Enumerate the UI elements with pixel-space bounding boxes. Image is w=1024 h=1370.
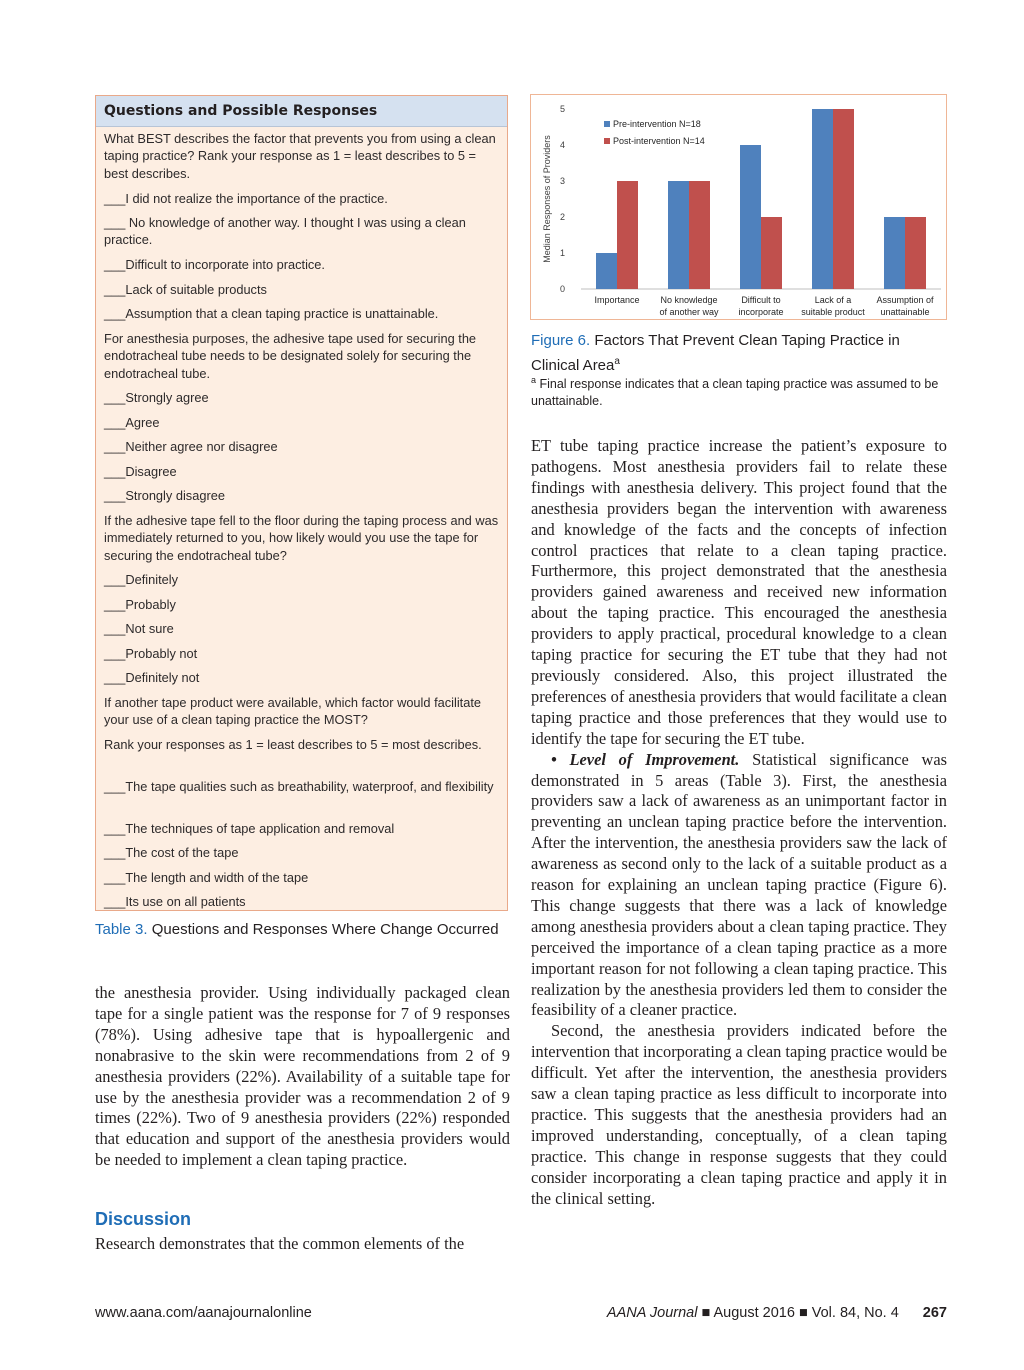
table-header: Questions and Possible Responses (96, 96, 507, 127)
right-paragraph-2-text: Statistical significance was demonstrated in 5 areas (Table 3). First, the anesthesia providers saw a lack of awareness as an unimportant factor in preventing an unclean taping practice before the intervention. After the intervention, the anesthesia providers saw the lack of awareness as second only to the lack of a suitable product as a reason for explaining an unclean taping practice (Figure 6). This change suggests that there was a lack of knowledge among anesthesia providers about a clean taping practice. They perceived the importance of a clean taping practice as a more important reason for not following a clean taping practice. This realization by the anesthesia providers led them to consider the feasibility of a cleaner practice. (531, 749, 947, 1020)
q1-item-4: ___Lack of suitable products (104, 282, 267, 297)
q4-item-3: ___The cost of the tape (104, 845, 239, 860)
bar-post-3 (761, 217, 782, 289)
x-tick-label: incorporate (738, 307, 784, 317)
figure-caption-sup: a (614, 356, 620, 367)
q2-item-4: ___Disagree (104, 464, 177, 479)
right-column-text (531, 436, 947, 1210)
q4-item-1: ___The tape qualities such as breathability, waterproof, and flexibility (104, 779, 494, 794)
right-paragraph-1: ET tube taping practice increase the patient’s exposure to pathogens. Most anesthesia providers fail to relate these findings with anesthesia delivery. This project found that the anesthesia providers began the intervention with awareness and knowledge of the facts and the concepts of infection control practices that relate to a clean taping practice. Furthermore, this project demonstrated that the anesthesia providers gained awareness and received new information about the taping practice. This encouraged the anesthesia providers to apply practical, procedural knowledge to a clean taping practice for securing the ET tube that they had not previously considered. Also, this project illustrated the preferences of anesthesia providers that would facilitate a clean taping practice and those preferences that they would use to identify the tape for securing the ET tube. (531, 436, 947, 748)
x-tick-label: Assumption of (876, 295, 934, 305)
x-tick-label: No knowledge (660, 295, 718, 305)
footer-page-number: 267 (922, 1305, 947, 1321)
table-caption-text: Questions and Responses Where Change Occurred (151, 921, 499, 938)
y-tick-label: 4 (559, 140, 565, 150)
x-tick-label: Lack of a (814, 295, 852, 305)
figure-6-box (530, 94, 947, 320)
q3-item-4: ___Probably not (104, 646, 198, 661)
question-2: For anesthesia purposes, the adhesive tape used for securing the endotracheal tube needs to be designated solely for securing the endotracheal tube. (104, 331, 477, 381)
y-tick-label: 2 (559, 212, 565, 222)
q3-item-2: ___Probably (104, 597, 176, 612)
footer-citation (607, 1305, 947, 1321)
table-caption (95, 919, 510, 940)
q2-item-3: ___Neither agree nor disagree (104, 439, 278, 454)
discussion-paragraph: Research demonstrates that the common elements of the (95, 1234, 465, 1253)
discussion-heading: Discussion (95, 1209, 192, 1229)
figure-caption-label: Figure 6. (531, 332, 591, 349)
level-of-improvement-lead: • Level of Improvement. (551, 749, 740, 769)
footer-url: www.aana.com/aanajournalonline (95, 1305, 312, 1321)
y-tick-label: 3 (559, 176, 565, 186)
bar-pre-1 (596, 253, 617, 289)
q2-item-5: ___Strongly disagree (104, 488, 225, 503)
question-1: What BEST describes the factor that prevents you from using a clean taping practice? Rank your response as 1 = least describes to 5 = best describes. (104, 131, 496, 181)
q2-item-2: ___Agree (104, 415, 160, 430)
bar-pre-4 (812, 109, 833, 289)
figure-note-text: Final response indicates that a clean taping practice was assumed to be unattainable. (531, 377, 939, 409)
q1-item-3: ___Difficult to incorporate into practice. (104, 257, 325, 272)
figure-note-sup: a (531, 375, 537, 385)
right-paragraph-2 (531, 750, 947, 1022)
bar-post-1 (617, 181, 638, 289)
q1-item-5: ___Assumption that a clean taping practice is unattainable. (104, 306, 439, 321)
legend-swatch-2 (604, 138, 610, 144)
y-tick-label: 0 (559, 284, 565, 294)
y-axis-label: Median Responses of Providers (542, 135, 552, 263)
footer-issue: ■ August 2016 ■ Vol. 84, No. 4 (697, 1305, 899, 1321)
q4-item-5: ___Its use on all patients (104, 894, 246, 909)
bar-pre-2 (668, 181, 689, 289)
figure-note (531, 372, 947, 410)
q4-item-2: ___The techniques of tape application and removal (104, 821, 395, 836)
legend-label-1: Pre-intervention N=18 (613, 119, 701, 129)
legend-label-2: Post-intervention N=14 (613, 136, 705, 146)
bar-pre-3 (740, 145, 761, 289)
bar-post-4 (833, 109, 854, 289)
right-paragraph-3: Second, the anesthesia providers indicated before the intervention that incorporating a clean taping practice would be difficult. Yet after the intervention, the anesthesia providers saw a clean taping practice as less difficult to incorporate into practice. This suggests that the anesthesia providers had an improved understanding, conceptually, of a clean taping practice. This change in response suggests that they could consider incorporating a clean taping practice and apply it in the clinical setting. (531, 1021, 947, 1208)
bar-post-2 (689, 181, 710, 289)
left-column-text (95, 983, 510, 1171)
q3-item-3: ___Not sure (104, 621, 174, 636)
q2-item-1: ___Strongly agree (104, 390, 209, 405)
q4-item-4: ___The length and width of the tape (104, 870, 309, 885)
q3-item-1: ___Definitely (104, 572, 178, 587)
y-tick-label: 1 (559, 248, 565, 258)
figure-caption (531, 330, 947, 376)
bar-pre-5 (884, 217, 905, 289)
question-3: If the adhesive tape fell to the floor during the taping process and was immediately returned to you, how likely would you use the tape for securing the endotracheal tube? (104, 513, 499, 563)
legend-swatch-1 (604, 121, 610, 127)
figure-caption-text: Factors That Prevent Clean Taping Practice in Clinical Area (531, 332, 900, 374)
x-tick-label: suitable product (801, 307, 865, 317)
q3-item-5: ___Definitely not (104, 670, 200, 685)
q1-item-2: ___ No knowledge of another way. I thought I was using a clean practice. (104, 215, 466, 248)
bar-post-5 (905, 217, 926, 289)
q1-item-1: ___I did not realize the importance of the practice. (104, 191, 388, 206)
x-tick-label: Importance (594, 295, 640, 305)
figure-6-chart (531, 95, 946, 319)
left-paragraph-1: the anesthesia provider. Using individually packaged clean tape for a single patient was the response for 7 of 9 responses (78%). Using adhesive tape that is hypoallergenic and nonabrasive to the skin were recommendations from 2 of 9 anesthesia providers (22%). Availability of a suitable tape for use by the anesthesia provider was a recommendation 2 of 9 times (22%). Two of 9 anesthesia providers (22%) responded that education and support of the anesthesia providers would be needed to implement a clean taping practice. (95, 983, 510, 1170)
table-caption-label: Table 3. (95, 921, 148, 938)
x-tick-label: Difficult to (741, 295, 781, 305)
x-tick-label: of another way (659, 307, 719, 317)
question-4: If another tape product were available, which factor would facilitate your use of a clean taping practice the MOST? (104, 695, 482, 728)
y-tick-label: 5 (559, 104, 565, 114)
question-4-rank: Rank your responses as 1 = least describes to 5 = most describes. (104, 737, 482, 752)
table-3-box (95, 95, 508, 911)
footer-journal: AANA Journal (606, 1305, 698, 1321)
x-tick-label: unattainable (880, 307, 930, 317)
